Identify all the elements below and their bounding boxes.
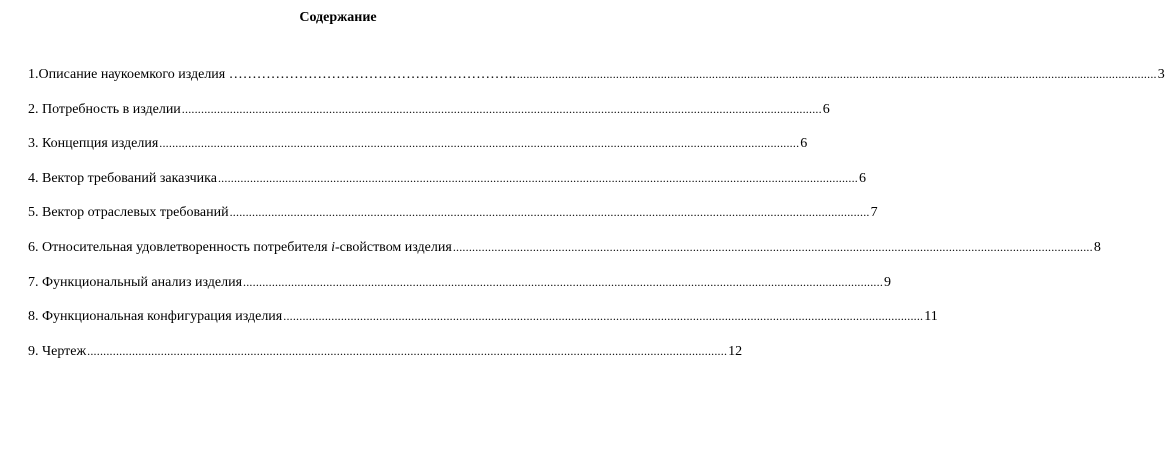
toc-entry-5 bbox=[28, 204, 878, 239]
toc-entry-page: 3 bbox=[1157, 67, 1165, 82]
toc-entry-page: 9 bbox=[884, 274, 892, 290]
toc-dot-leader: ........................................................................................................................................................................................................ bbox=[243, 274, 884, 289]
toc-entry-text: 8. Функциональная конфигурация изделия bbox=[28, 309, 283, 325]
toc-entry-text: 9. Чертеж bbox=[28, 343, 87, 359]
toc-dot-leader: ........................................................................................................................................................................................................ bbox=[87, 343, 728, 358]
toc-title: Содержание bbox=[299, 10, 377, 25]
toc-dot-leader: ........................................................................................................................................................................................................ bbox=[516, 67, 1157, 81]
toc-entry-7 bbox=[28, 274, 892, 309]
toc-entry-2 bbox=[28, 101, 830, 136]
toc-entry-3 bbox=[28, 135, 808, 170]
toc-entry-4 bbox=[28, 170, 866, 205]
toc-entry-page: 12 bbox=[728, 343, 743, 359]
toc-entry-text-end: -свойством изделия bbox=[334, 239, 452, 255]
toc-entry-text: 3. Концепция изделия bbox=[28, 136, 159, 152]
toc-entry-page: 6 bbox=[822, 101, 830, 117]
toc-entry-text: 7. Функциональный анализ изделия bbox=[28, 274, 243, 290]
toc-entry-1 bbox=[28, 66, 1165, 101]
toc-list bbox=[28, 66, 1165, 377]
toc-dot-leader: ........................................................................................................................................................................................................ bbox=[283, 309, 924, 324]
toc-entry-text: 4. Вектор требований заказчика bbox=[28, 170, 217, 186]
toc-entry-text: 2. Потребность в изделии bbox=[28, 101, 181, 117]
toc-entry-9 bbox=[28, 343, 743, 378]
toc-entry-page: 8 bbox=[1093, 239, 1101, 255]
toc-entry-page: 6 bbox=[858, 170, 866, 186]
toc-entry-page: 7 bbox=[870, 205, 878, 221]
toc-entry-page: 6 bbox=[800, 136, 808, 152]
toc-dot-leader: ........................................................................................................................................................................................................ bbox=[159, 136, 800, 151]
toc-dot-leader: ........................................................................................................................................................................................................ bbox=[181, 101, 822, 116]
toc-entry-text-start: 6. Относительная удовлетворенность потребителя bbox=[28, 239, 332, 255]
toc-entry-text: 5. Вектор отраслевых требований bbox=[28, 205, 229, 221]
toc-entry-8 bbox=[28, 308, 938, 343]
toc-entry-text: 1.Описание наукоемкого изделия …………………………………………………….. bbox=[28, 67, 516, 82]
toc-entry-page: 11 bbox=[924, 309, 938, 325]
toc-entry-text-italic: i bbox=[331, 239, 335, 255]
toc-dot-leader: ........................................................................................................................................................................................................ bbox=[452, 239, 1093, 254]
toc-entry-6 bbox=[28, 239, 1101, 274]
toc-entry-text bbox=[28, 240, 452, 256]
toc-dot-leader: ........................................................................................................................................................................................................ bbox=[229, 205, 870, 220]
toc-dot-leader: ........................................................................................................................................................................................................ bbox=[217, 170, 858, 185]
